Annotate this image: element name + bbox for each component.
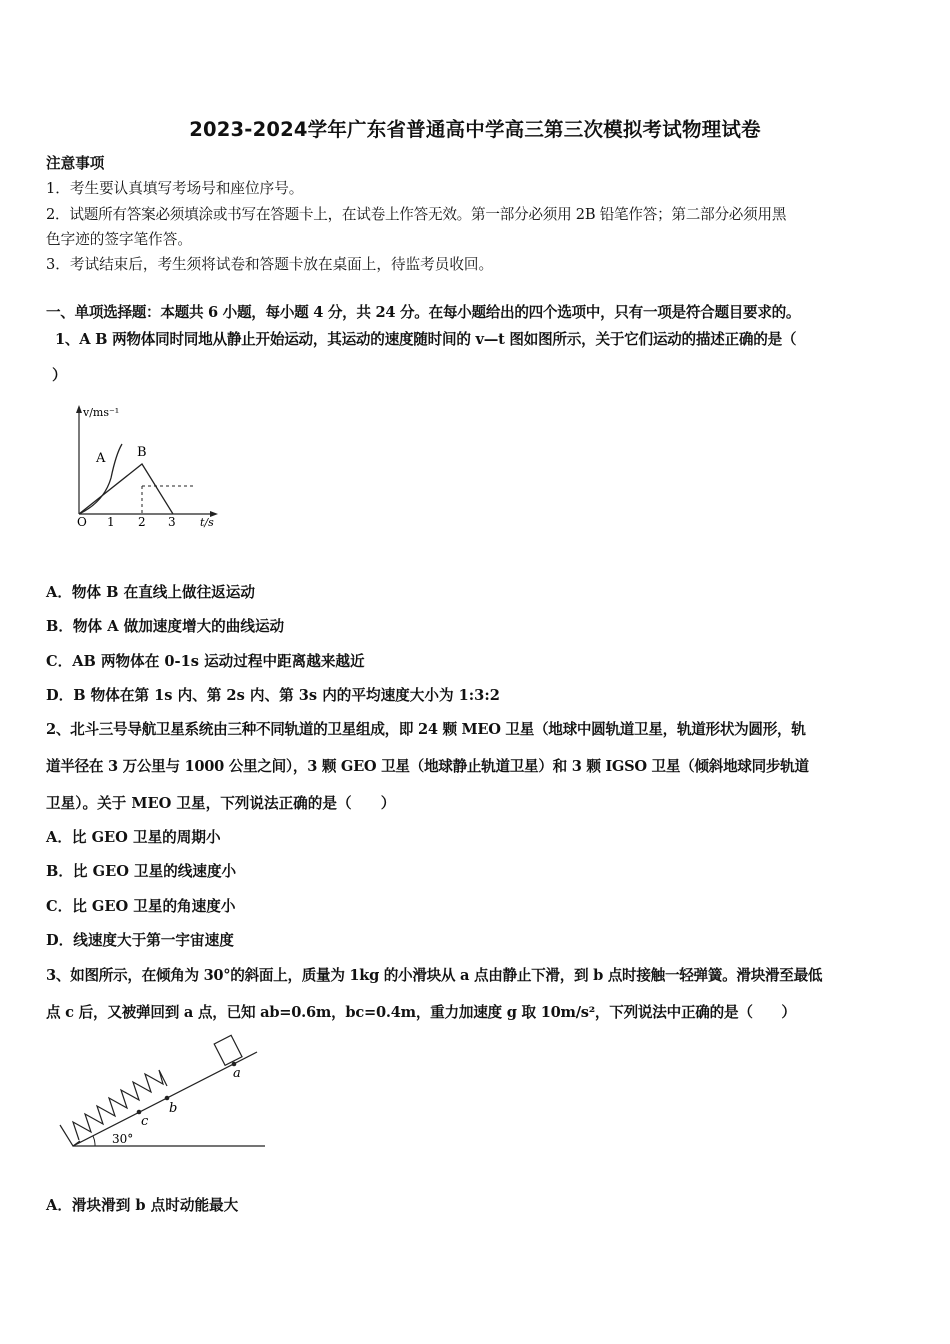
question-3-option: A．滑块滑到 b 点时动能最大	[46, 1197, 239, 1214]
tick-label: 3	[168, 515, 176, 529]
velocity-time-graph	[66, 402, 226, 534]
line-b-label: B	[137, 445, 147, 460]
question-1-stem: 1、A B 两物体同时同地从静止开始运动，其运动的速度随时间的 v—t 图如图所示，关于它们运动的描述正确的是（	[55, 331, 797, 348]
question-2-option: A．比 GEO 卫星的周期小	[46, 829, 221, 846]
incline-spring-figure	[55, 1030, 270, 1152]
section-heading: 一、单项选择题：本题共 6 小题，每小题 4 分，共 24 分。在每小题给出的四个选项中，只有一项是符合题目要求的。	[46, 304, 801, 321]
notice-item: 3．考试结束后，考生须将试卷和答题卡放在桌面上，待监考员收回。	[46, 256, 494, 273]
angle-label: 30°	[112, 1132, 134, 1146]
point-c-label: c	[141, 1114, 149, 1129]
question-2-option: D．线速度大于第一宇宙速度	[46, 932, 234, 949]
origin-label: O	[77, 515, 87, 529]
question-1-stem-end: ）	[52, 367, 67, 384]
slider-block	[214, 1035, 242, 1065]
x-axis-label: t/s	[200, 516, 214, 529]
notice-item: 色字迹的签字笔作答。	[46, 231, 192, 248]
y-axis-arrow	[76, 405, 82, 413]
point-a-label: a	[233, 1066, 241, 1081]
tick-label: 1	[107, 515, 115, 529]
point-b-dot	[165, 1096, 170, 1101]
question-2-stem: 道半径在 3 万公里与 1000 公里之间），3 颗 GEO 卫星（地球静止轨道卫星）和 3 颗 IGSO 卫星（倾斜地球同步轨道	[46, 758, 809, 775]
curve-a-label: A	[96, 451, 106, 466]
tick-label: 2	[138, 515, 146, 529]
question-1-option: B．物体 A 做加速度增大的曲线运动	[46, 618, 285, 635]
notice-item: 2．试题所有答案必须填涂或书写在答题卡上，在试卷上作答无效。第一部分必须用 2B 铅笔作答；第二部分必须用黑	[46, 206, 787, 223]
angle-arc	[93, 1136, 95, 1146]
page-title: 2023-2024学年广东省普通高中学高三第三次模拟考试物理试卷	[189, 118, 761, 141]
question-2-option: C．比 GEO 卫星的角速度小	[46, 898, 236, 915]
notice-item: 1．考生要认真填写考场号和座位序号。	[46, 180, 304, 197]
question-2-option: B．比 GEO 卫星的线速度小	[46, 863, 237, 880]
question-1-option: C．AB 两物体在 0-1s 运动过程中距离越来越近	[46, 653, 365, 670]
question-2-stem: 2、北斗三号导航卫星系统由三种不同轨道的卫星组成，即 24 颗 MEO 卫星（地球中圆轨道卫星，轨道形状为圆形，轨	[46, 721, 806, 738]
question-3-stem: 点 c 后，又被弹回到 a 点，已知 ab=0.6m，bc=0.4m，重力加速度 g 取 10m/s²，下列说法中正确的是（ ）	[46, 1004, 796, 1021]
question-1-option: D．B 物体在第 1s 内、第 2s 内、第 3s 内的平均速度大小为 1:3:2	[46, 687, 500, 704]
notice-heading: 注意事项	[46, 155, 105, 172]
point-b-label: b	[169, 1101, 178, 1116]
question-1-option: A．物体 B 在直线上做往返运动	[46, 584, 255, 601]
question-2-stem: 卫星）。关于 MEO 卫星，下列说法正确的是（ ）	[46, 795, 396, 812]
y-axis-label: v/ms⁻¹	[83, 406, 120, 419]
question-3-stem: 3、如图所示，在倾角为 30°的斜面上，质量为 1kg 的小滑块从 a 点由静止下滑，到 b 点时接触一轻弹簧。滑块滑至最低	[46, 967, 823, 984]
line-b	[79, 464, 173, 514]
